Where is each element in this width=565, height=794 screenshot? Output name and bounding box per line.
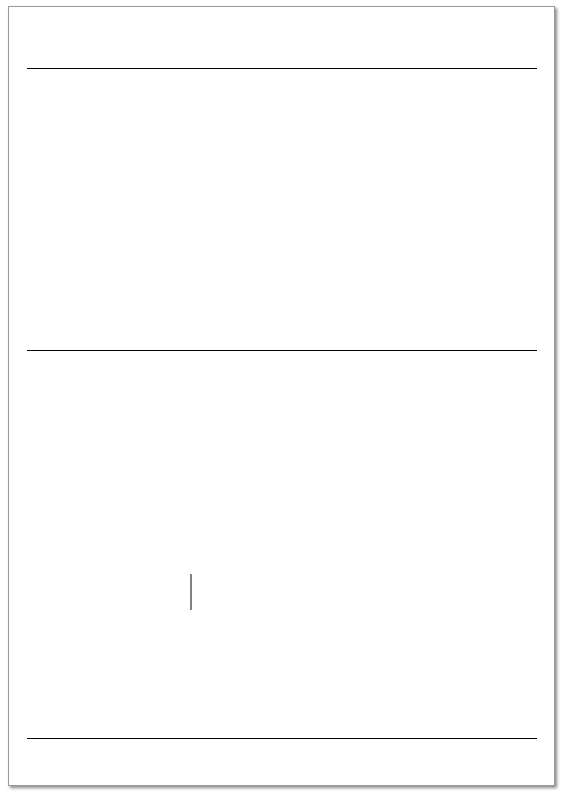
report-page [8,6,555,786]
footer-divider [27,738,537,739]
airfoil-drawing [9,562,554,632]
divider [27,68,537,69]
divider [27,350,537,351]
airfoil-outline [70,566,422,589]
